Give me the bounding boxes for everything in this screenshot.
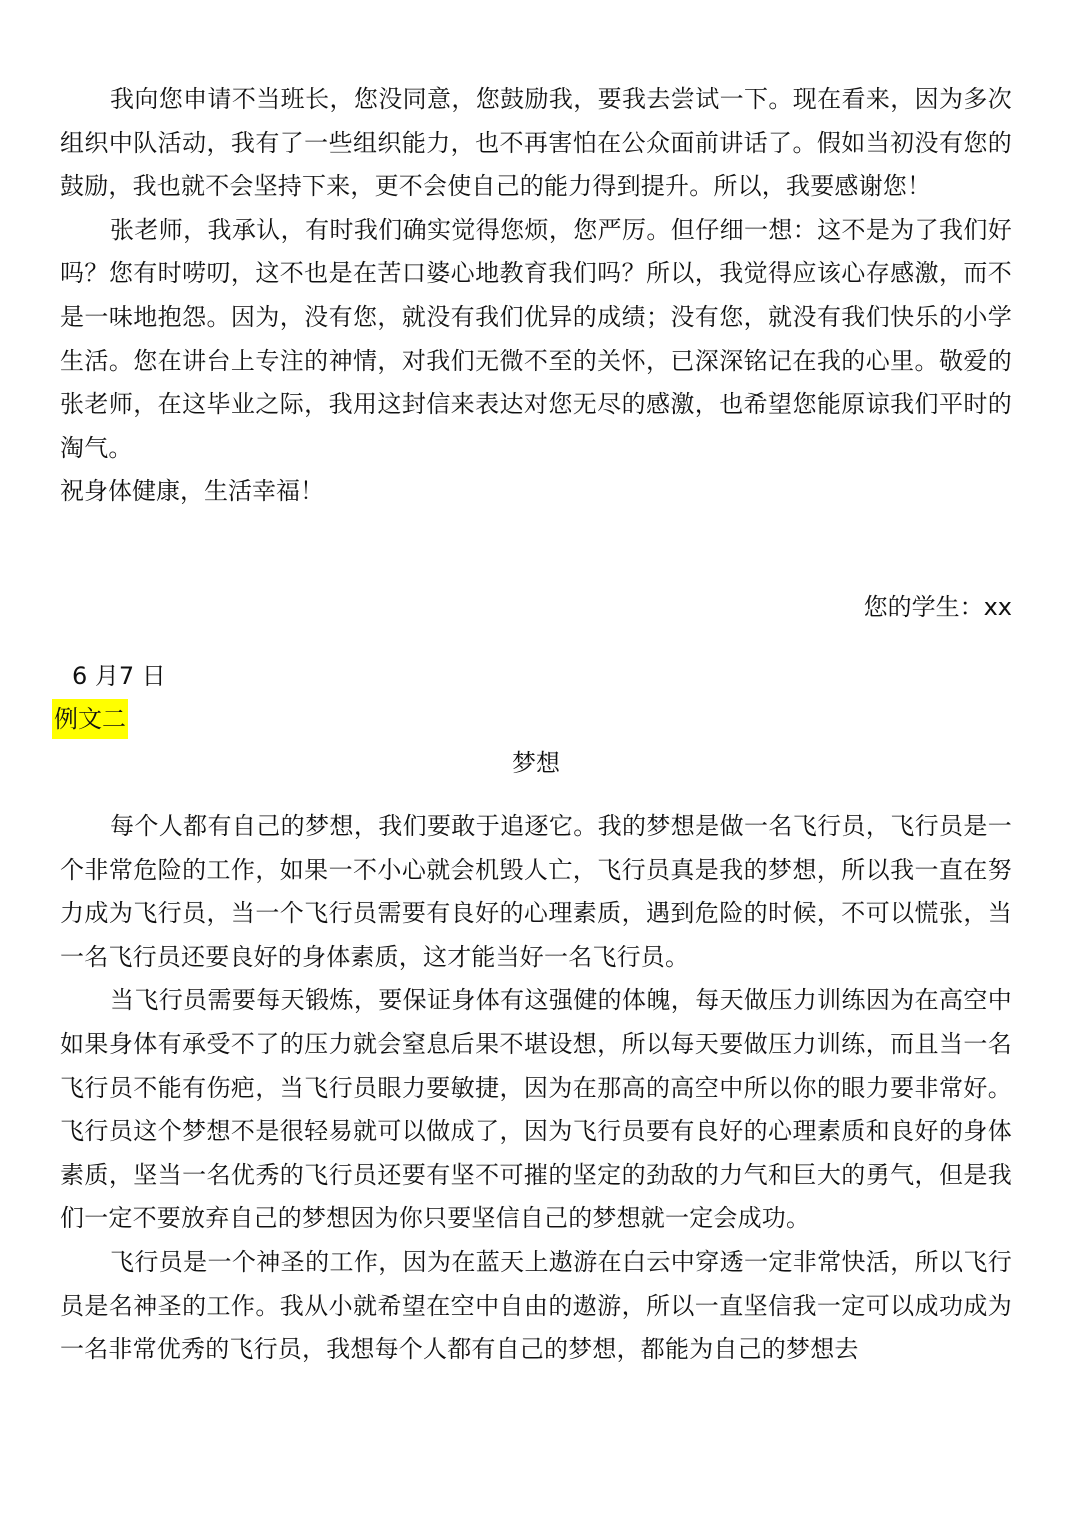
section-label-highlight: 例文二: [52, 699, 128, 739]
letter-paragraph-1: 我向您申请不当班长，您没同意，您鼓励我，要我去尝试一下。现在看来，因为多次组织中队活动，我有了一些组织能力，也不再害怕在公众面前讲话了。假如当初没有您的鼓励，我也就不会坚持下来，更不会使自己的能力得到提升。所以，我要感谢您！: [60, 85, 1012, 201]
letter-closing: 祝身体健康，生活幸福！: [60, 477, 324, 506]
letter-signature: 您的学生：xx: [863, 593, 1012, 621]
letter-date: 6 月7 日: [72, 662, 166, 690]
letter-body: [60, 78, 1012, 514]
essay-paragraph-3: 飞行员是一个神圣的工作，因为在蓝天上遨游在白云中穿透一定非常快活，所以飞行员是名神圣的工作。我从小就希望在空中自由的遨游，所以一直坚信我一定可以成功成为一名非常优秀的飞行员，我想每个人都有自己的梦想，都能为自己的梦想去: [60, 1247, 1012, 1364]
essay-title: 梦想: [512, 749, 560, 777]
letter-paragraph-2: 张老师，我承认，有时我们确实觉得您烦，您严厉。但仔细一想：这不是为了我们好吗？您有时唠叨，这不也是在苦口婆心地教育我们吗？所以，我觉得应该心存感激，而不是一味地抱怨。因为，没有您，就没有我们优异的成绩；没有您，就没有我们快乐的小学生活。您在讲台上专注的神情，对我们无微不至的关怀，已深深铭记在我的心里。敬爱的张老师，在这毕业之际，我用这封信来表达对您无尽的感激，也希望您能原谅我们平时的淘气。: [60, 215, 1012, 462]
essay-paragraph-1: 每个人都有自己的梦想，我们要敢于追逐它。我的梦想是做一名飞行员，飞行员是一个非常危险的工作，如果一不小心就会机毁人亡，飞行员真是我的梦想，所以我一直在努力成为飞行员，当一个飞行员需要有良好的心理素质，遇到危险的时候，不可以慌张，当一名飞行员还要良好的身体素质，这才能当好一名飞行员。: [60, 812, 1012, 971]
essay-paragraph-2: 当飞行员需要每天锻炼，要保证身体有这强健的体魄，每天做压力训练因为在高空中如果身体有承受不了的压力就会窒息后果不堪设想，所以每天要做压力训练，而且当一名飞行员不能有伤疤，当飞行员眼力要敏捷，因为在那高的高空中所以你的眼力要非常好。飞行员这个梦想不是很轻易就可以做成了，因为飞行员要有良好的心理素质和良好的身体素质，坚当一名优秀的飞行员还要有坚不可摧的坚定的劲敌的力气和巨大的勇气，但是我们一定不要放弃自己的梦想因为你只要坚信自己的梦想就一定会成功。: [60, 986, 1012, 1233]
essay-body: [60, 805, 1012, 1372]
